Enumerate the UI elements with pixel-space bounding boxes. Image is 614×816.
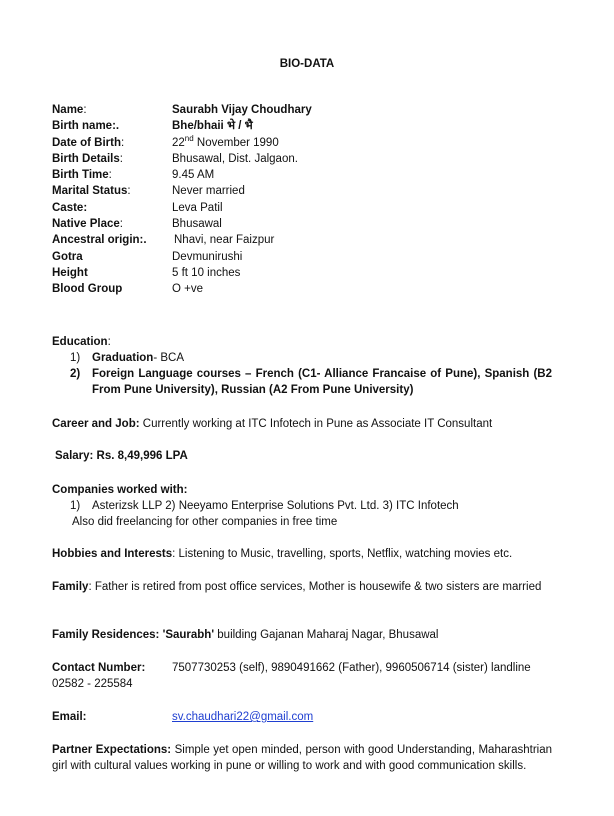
detail-separator: : — [83, 104, 87, 116]
list-number: 1) — [70, 500, 81, 512]
companies-heading: Companies worked with: — [52, 484, 188, 496]
detail-value: O +ve — [172, 283, 204, 296]
detail-label: Birth Details — [52, 152, 120, 165]
career-section — [52, 416, 552, 432]
detail-value: Never married — [172, 185, 245, 198]
detail-value: Devmunirushi — [172, 250, 243, 263]
hobbies-section — [52, 546, 552, 562]
detail-value: 9.45 AM — [172, 169, 215, 182]
detail-label: Caste — [52, 201, 84, 214]
detail-label: Marital Status — [52, 185, 128, 198]
date-day: 22 — [172, 136, 185, 149]
detail-separator: : — [108, 169, 112, 182]
education-colon: : — [107, 336, 111, 348]
page-title: BIO-DATA — [279, 58, 335, 70]
companies-list — [52, 498, 552, 514]
list-number: 1) — [70, 352, 81, 364]
detail-value: Bhe/bhaii भे / भै — [172, 120, 253, 133]
detail-separator: : — [127, 185, 131, 198]
language-courses: Foreign Language courses – French (C1- Alliance Francaise of Pune), Spanish (B2 From Pune University), Russian (A2 From Pune University) — [92, 368, 552, 396]
email-link[interactable]: sv.chaudhari22@gmail.com — [172, 711, 314, 723]
partner-section — [52, 742, 552, 774]
landline-number: 02582 - 225584 — [52, 678, 133, 690]
detail-value: Nhavi, near Faizpur — [174, 234, 275, 247]
detail-value: Saurabh Vijay Choudhary — [172, 104, 312, 116]
detail-label: Date of Birth — [52, 136, 121, 149]
detail-label: Birth name: — [52, 120, 116, 133]
detail-label: Birth Time — [52, 169, 109, 182]
family-section — [52, 579, 552, 595]
detail-value: Bhusawal — [172, 218, 222, 231]
residence-name: 'Saurabh' — [159, 629, 215, 641]
detail-value: Bhusawal, Dist. Jalgaon. — [172, 152, 298, 165]
companies-text: Asterizsk LLP 2) Neeyamo Enterprise Solutions Pvt. Ltd. 3) ITC Infotech — [92, 500, 459, 512]
date-rest: November 1990 — [193, 136, 279, 149]
family-label: Family — [52, 581, 89, 593]
salary-line: Salary: Rs. 8,49,996 LPA — [55, 450, 188, 462]
residence-label: Family Residences: — [52, 629, 160, 641]
detail-separator: : — [119, 152, 123, 165]
detail-separator: : — [83, 201, 88, 214]
list-item — [52, 350, 552, 366]
hobbies-text: : Listening to Music, travelling, sports, Netflix, watching movies etc. — [172, 548, 513, 560]
list-number: 2) — [70, 368, 81, 380]
companies-section — [52, 482, 552, 530]
email-label: Email: — [52, 711, 87, 723]
detail-label: Gotra — [52, 250, 83, 263]
detail-separator: . — [115, 120, 120, 133]
freelance-note: Also did freelancing for other companies in free time — [72, 516, 338, 528]
detail-value: Leva Patil — [172, 201, 223, 214]
career-text: Currently working at ITC Infotech in Pune as Associate IT Consultant — [139, 418, 493, 430]
education-section — [52, 334, 552, 398]
partner-label: Partner Expectations: — [52, 744, 172, 756]
detail-separator: : — [119, 218, 123, 231]
partner-text: Simple yet open minded, person with good Understanding, Maharashtrian girl with cultural values working in pune or willing to work and with good communication skills. — [52, 744, 552, 772]
detail-label: Height — [52, 266, 88, 279]
contact-numbers: 7507730253 (self), 9890491662 (Father), 9960506714 (sister) landline — [172, 662, 531, 674]
detail-label: Native Place — [52, 218, 120, 231]
graduation-label: Graduation — [92, 352, 154, 364]
education-list — [52, 350, 552, 398]
detail-value — [172, 135, 279, 151]
detail-label: Name — [52, 104, 84, 116]
email-section — [52, 709, 552, 725]
date-suffix: nd — [184, 133, 194, 143]
residence-text: building Gajanan Maharaj Nagar, Bhusawal — [214, 629, 439, 641]
detail-label: Blood Group — [52, 283, 123, 296]
detail-value: 5 ft 10 inches — [172, 266, 241, 279]
list-item — [52, 366, 552, 398]
career-label: Career and Job: — [52, 418, 140, 430]
detail-separator: . — [143, 234, 147, 247]
detail-label: Ancestral origin: — [52, 234, 144, 247]
education-heading — [52, 334, 552, 350]
hobbies-label: Hobbies and Interests — [52, 548, 173, 560]
detail-separator: : — [121, 136, 125, 149]
contact-section — [52, 660, 552, 692]
family-text: : Father is retired from post office services, Mother is housewife & two sisters are married — [88, 581, 542, 593]
education-label: Education — [52, 336, 108, 348]
list-item — [52, 498, 552, 514]
graduation-value: - BCA — [153, 352, 185, 364]
contact-label: Contact Number: — [52, 662, 146, 674]
residence-section — [52, 627, 552, 643]
